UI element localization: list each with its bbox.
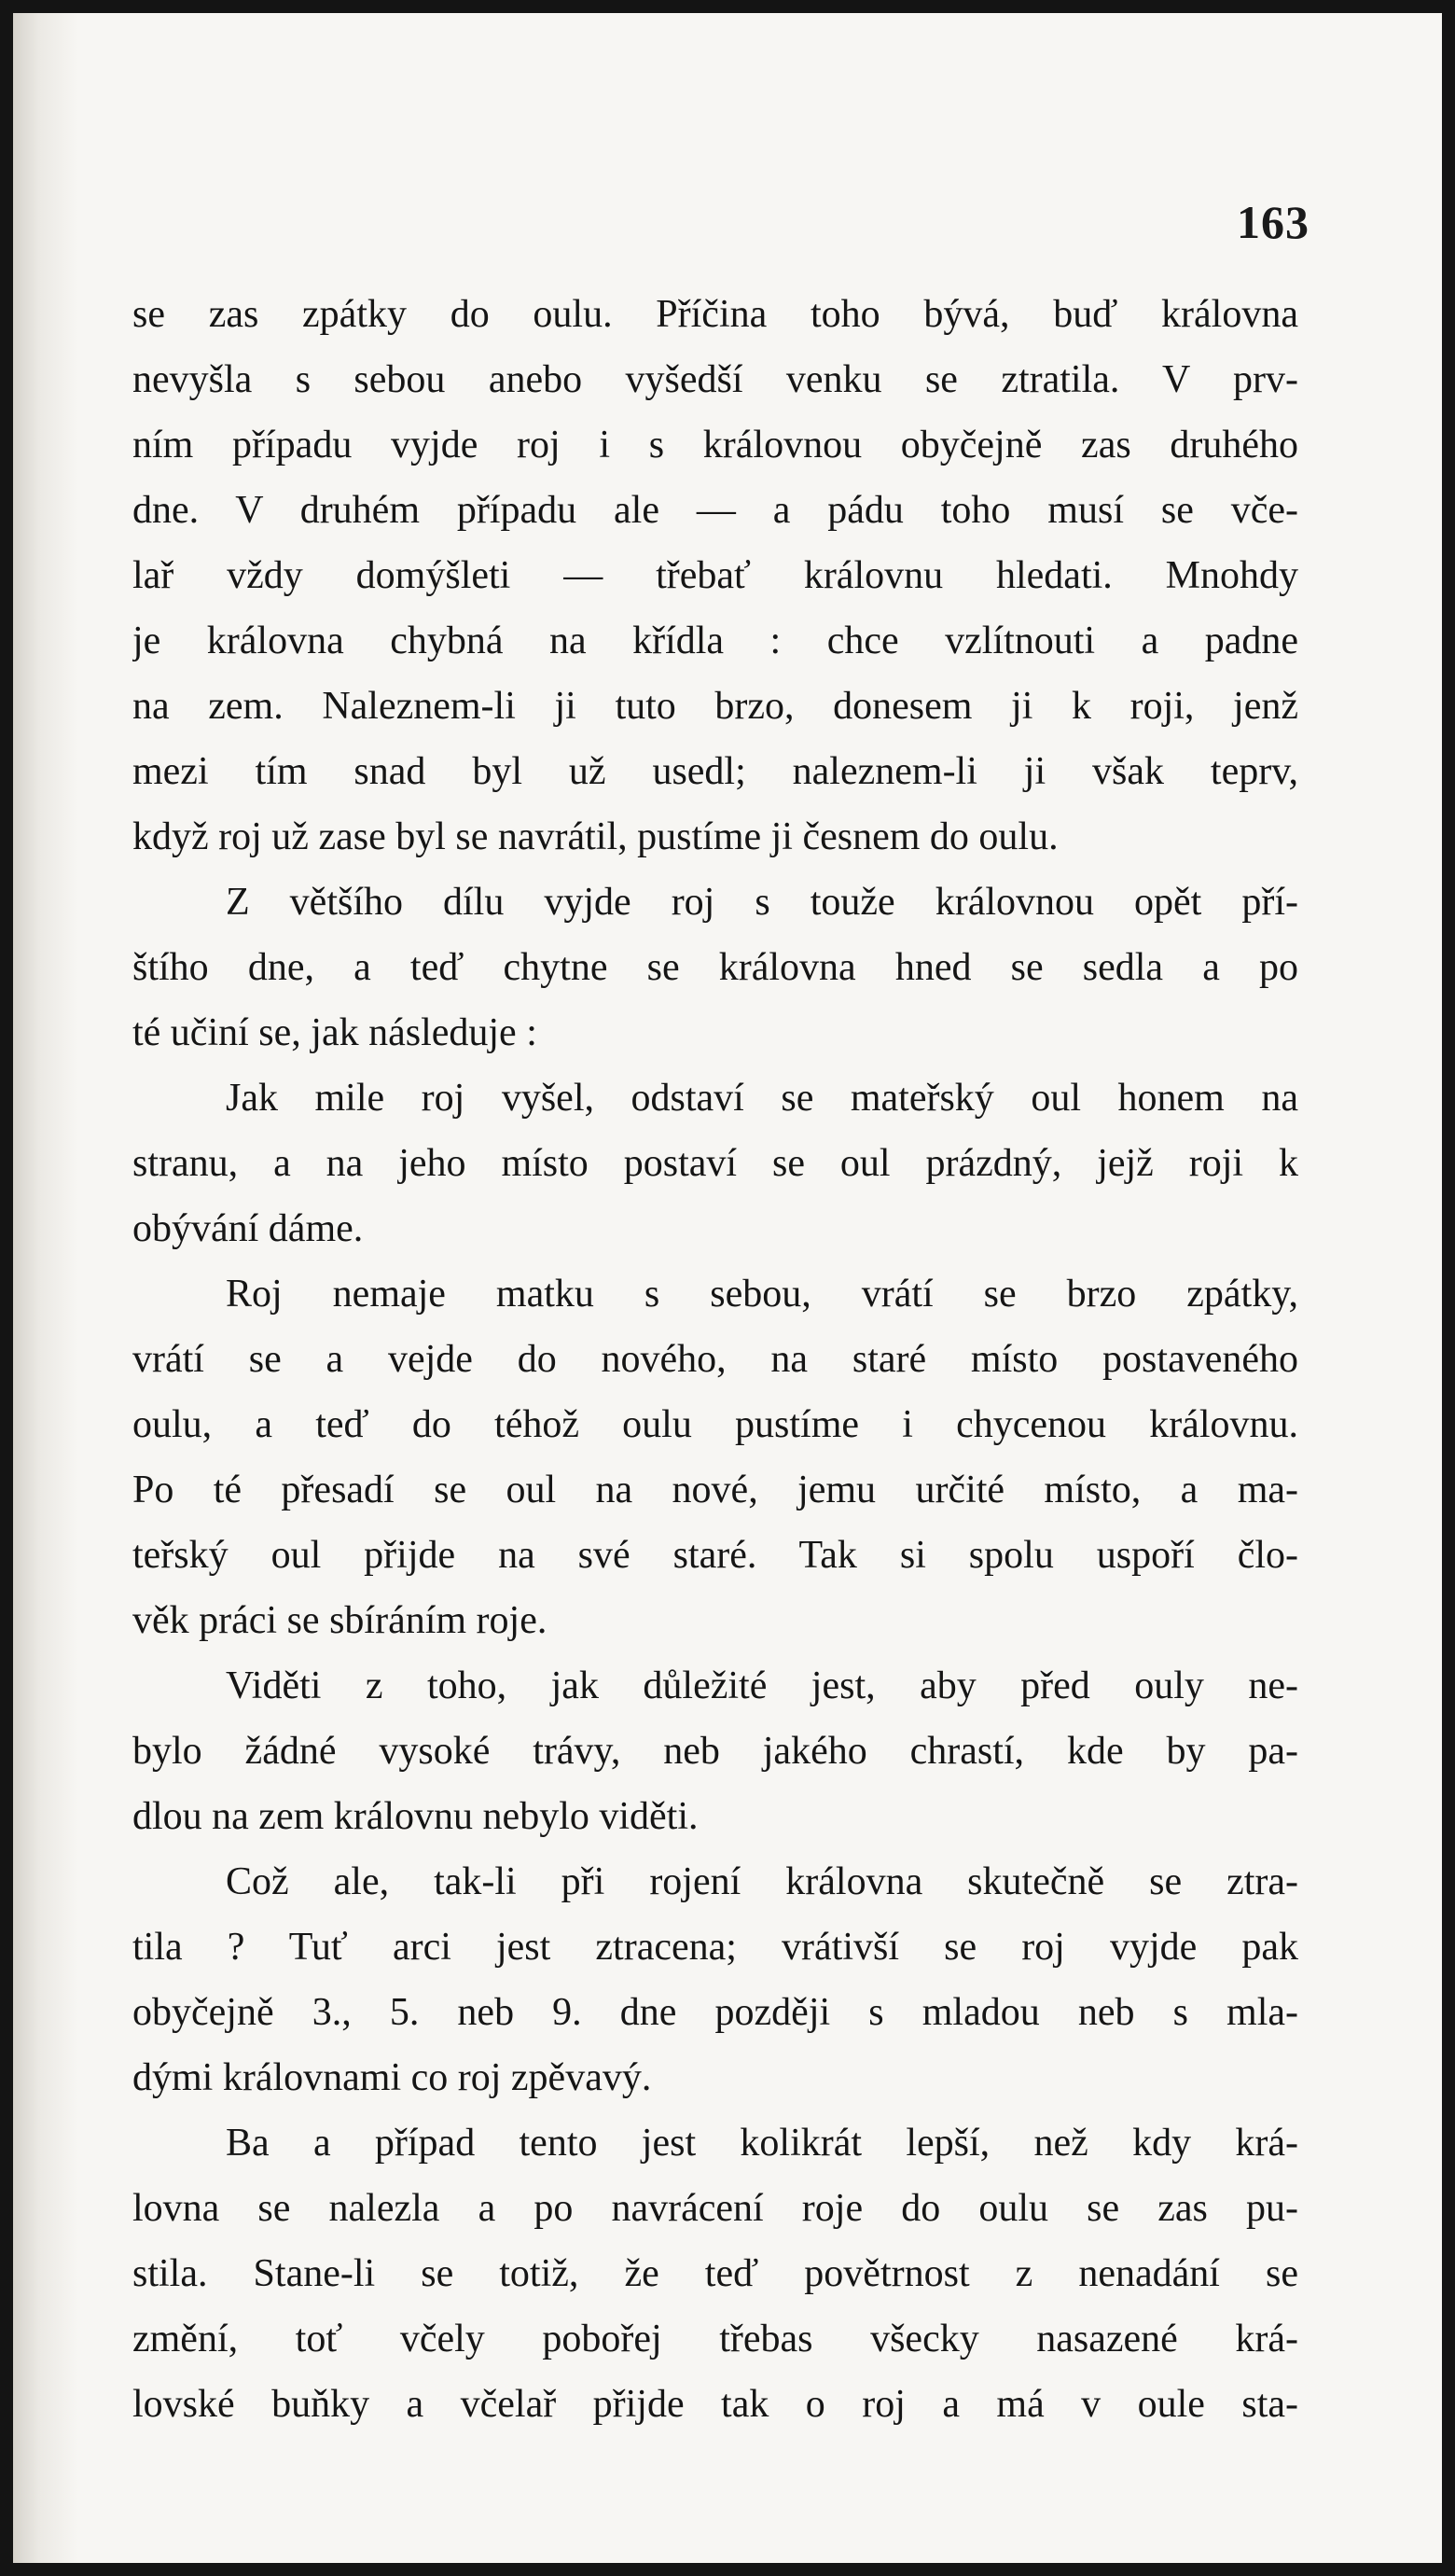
text-line: obývání dáme. (132, 1207, 364, 1250)
text-line: štího dne, a teď chytne se královna hned se sedla a po (132, 946, 1298, 989)
text-line: dlou na zem královnu nebylo viděti. (132, 1795, 699, 1838)
text-line: lovna se nalezla a po navrácení roje do oulu se zas pu- (132, 2187, 1298, 2230)
text-line: dými královnami co roj zpěvavý. (132, 2056, 652, 2099)
text-line: lovské buňky a včelař přijde tak o roj a má v oule sta- (132, 2383, 1298, 2426)
text-line: dne. V druhém případu ale — a pádu toho musí se vče- (132, 489, 1298, 532)
text-line: nevyšla s sebou anebo vyšedší venku se ztratila. V prv- (132, 358, 1298, 401)
text-line: Roj nemaje matku s sebou, vrátí se brzo zpátky, (226, 1273, 1298, 1316)
text-line: obyčejně 3., 5. neb 9. dne později s mladou neb s mla- (132, 1991, 1298, 2034)
book-page (13, 13, 1442, 2563)
paragraph (132, 870, 1298, 1065)
page-number: 163 (1237, 196, 1310, 248)
text-line: ním případu vyjde roj i s královnou obyčejně zas druhého (132, 424, 1298, 466)
text-line: stila. Stane-li se totiž, že teď povětrnost z nenadání se (132, 2252, 1298, 2295)
text-line: je královna chybná na křídla : chce vzlítnouti a padne (132, 620, 1298, 662)
text-line: mezi tím snad byl už usedl; naleznem-li ji však teprv, (132, 750, 1298, 793)
paragraph (132, 1261, 1298, 1653)
page-gutter-shadow (13, 13, 78, 2563)
paragraph (132, 282, 1298, 870)
text-line: se zas zpátky do oulu. Příčina toho bývá, buď královna (132, 293, 1298, 336)
text-line: stranu, a na jeho místo postaví se oul prázdný, jejž roji k (132, 1142, 1298, 1185)
text-line: Ba a případ tento jest kolikrát lepší, než kdy krá- (226, 2122, 1298, 2165)
paragraph (132, 1849, 1298, 2110)
text-line: Což ale, tak-li při rojení královna skutečně se ztra- (226, 1860, 1298, 1903)
text-line: Jak mile roj vyšel, odstaví se mateřský oul honem na (226, 1077, 1298, 1120)
paragraph (132, 1653, 1298, 1849)
body-text (132, 282, 1298, 2437)
text-line: když roj už zase byl se navrátil, pustíme ji česnem do oulu. (132, 815, 1059, 858)
text-line: Viděti z toho, jak důležité jest, aby před ouly ne- (226, 1664, 1298, 1707)
text-line: Z většího dílu vyjde roj s touže královnou opět pří- (226, 881, 1298, 924)
text-line: té učiní se, jak následuje : (132, 1011, 537, 1054)
text-line: změní, toť včely pobořej třebas všecky nasazené krá- (132, 2318, 1298, 2360)
text-line: na zem. Naleznem-li ji tuto brzo, donesem ji k roji, jenž (132, 685, 1298, 728)
text-line: teřský oul přijde na své staré. Tak si spolu uspoří člo- (132, 1534, 1298, 1577)
text-line: vrátí se a vejde do nového, na staré místo postaveného (132, 1338, 1298, 1381)
text-line: lař vždy domýšleti — třebať královnu hledati. Mnohdy (132, 554, 1298, 597)
text-line: oulu, a teď do téhož oulu pustíme i chycenou královnu. (132, 1403, 1298, 1446)
text-line: bylo žádné vysoké trávy, neb jakého chrastí, kde by pa- (132, 1730, 1298, 1773)
text-line: Po té přesadí se oul na nové, jemu určité místo, a ma- (132, 1469, 1298, 1511)
text-line: věk práci se sbíráním roje. (132, 1599, 547, 1642)
paragraph (132, 2110, 1298, 2437)
paragraph (132, 1065, 1298, 1261)
text-line: tila ? Tuť arci jest ztracena; vrátivší se roj vyjde pak (132, 1926, 1298, 1969)
